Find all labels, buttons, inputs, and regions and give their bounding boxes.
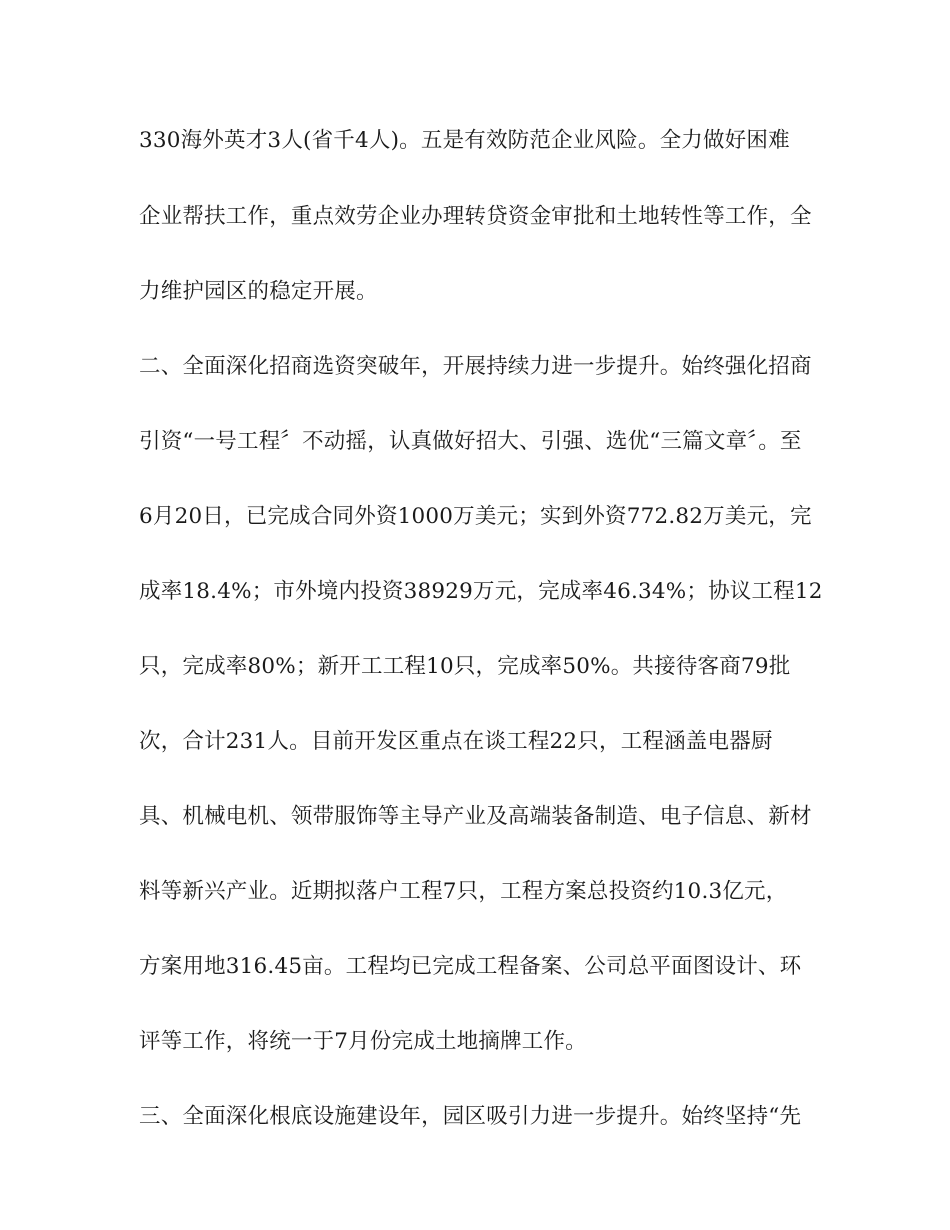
text-line: 料等新兴产业。近期拟落户工程7只，工程方案总投资约10.3亿元， [139,879,788,904]
text-line: 方案用地316.45亩。工程均已完成工程备案、公司总平面图设计、环 [139,954,802,979]
text-line: 评等工作，将统一于7月份完成土地摘牌工作。 [139,1029,587,1054]
text-line: 只，完成率80%；新开工工程10只，完成率50%。共接待客商79批 [139,654,791,679]
section-heading-line: 三、全面深化根底设施建设年，园区吸引力进一步提升。始终坚持“先 [139,1104,802,1129]
text-line: 引资“一号工程〞不动摇，认真做好招大、引强、选优“三篇文章〞。至 [139,429,802,454]
text-line: 力维护园区的稳定开展。 [139,279,378,304]
text-line: 6月20日，已完成合同外资1000万美元；实到外资772.82万美元，完 [139,504,812,529]
text-line: 成率18.4%；市外境内投资38929万元，完成率46.34%；协议工程12 [139,579,823,604]
section-heading-line: 二、全面深化招商选资突破年，开展持续力进一步提升。始终强化招商 [139,354,812,379]
text-line: 具、机械电机、领带服饰等主导产业及高端装备制造、电子信息、新材 [139,804,812,829]
text-line: 企业帮扶工作，重点效劳企业办理转贷资金审批和土地转性等工作，全 [139,204,812,229]
text-line: 次，合计231人。目前开发区重点在谈工程22只，工程涵盖电器厨 [139,729,773,754]
text-line: 330海外英才3人(省千4人)。五是有效防范企业风险。全力做好困难 [139,128,790,153]
